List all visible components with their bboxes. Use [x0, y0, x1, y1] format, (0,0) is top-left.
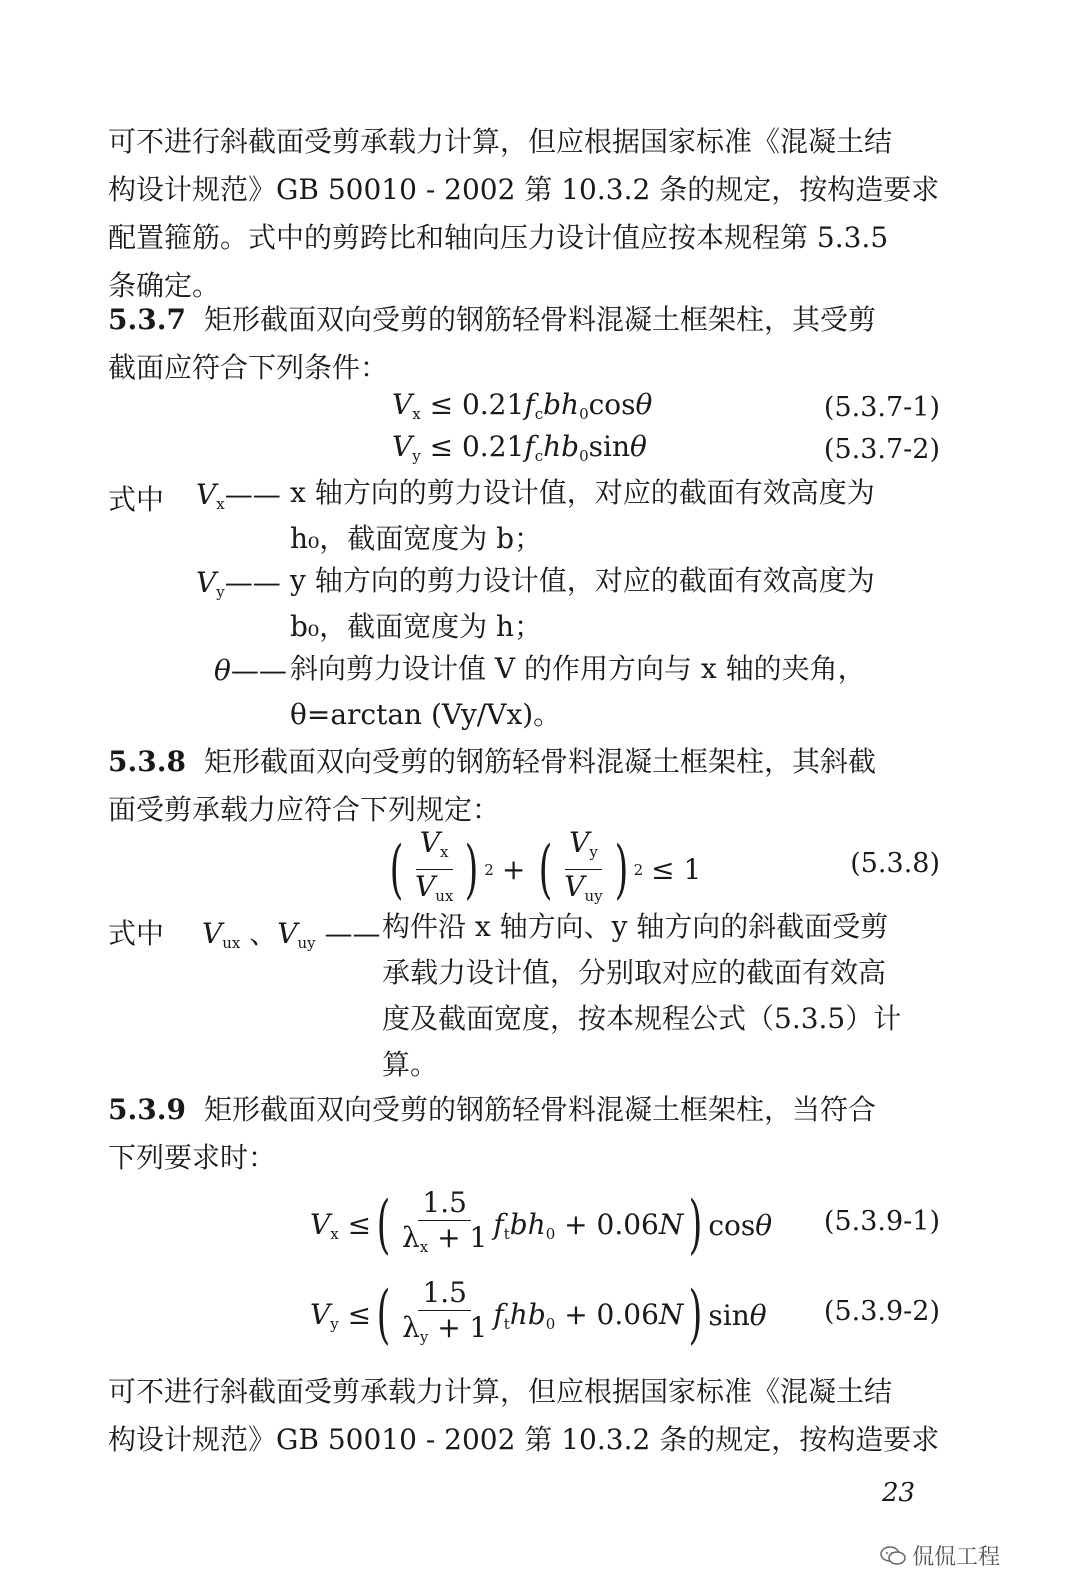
section-text: 矩形截面双向受剪的钢筋轻骨料混凝土框架柱，其受剪	[203, 303, 876, 336]
section-text: 矩形截面双向受剪的钢筋轻骨料混凝土框架柱，当符合	[203, 1093, 876, 1126]
watermark-text: 侃侃工程	[912, 1545, 1001, 1570]
text-line: 可不进行斜截面受剪承载力计算，但应根据国家标准《混凝土结	[108, 125, 893, 158]
symbol-vux-vuy: $V_{ux}$ 、$V_{uy}$ ——	[202, 917, 381, 952]
definition-line: 斜向剪力设计值 V 的作用方向与 x 轴的夹角，	[290, 652, 866, 685]
section-text: 截面应符合下列条件：	[108, 351, 389, 384]
section-text: 矩形截面双向受剪的钢筋轻骨料混凝土框架柱，其斜截	[203, 745, 876, 778]
equation-number: (5.3.7-2)	[823, 434, 940, 465]
section-number: 5.3.7	[108, 303, 186, 336]
where-label: 式中	[108, 483, 165, 516]
section-number: 5.3.8	[108, 745, 186, 778]
equation-number: (5.3.9-1)	[823, 1206, 940, 1237]
definition-line: b₀，截面宽度为 h；	[290, 610, 543, 643]
closing-paragraph	[108, 1368, 940, 1464]
section-5-3-9	[108, 1086, 940, 1182]
text-line: 构设计规范》GB 50010 - 2002 第 10.3.2 条的规定，按构造要求	[108, 1423, 940, 1456]
section-text: 面受剪承载力应符合下列规定：	[108, 793, 501, 826]
intro-paragraph	[108, 118, 940, 310]
equation-5-3-7-1: $V_x \le 0.21f_cbh_0\cos\theta$	[392, 388, 653, 423]
text-line: 可不进行斜截面受剪承载力计算，但应根据国家标准《混凝土结	[108, 1375, 893, 1408]
equation-number: (5.3.9-2)	[823, 1296, 940, 1327]
definition-line: h₀，截面宽度为 b；	[290, 522, 543, 555]
equation-5-3-9-2: $V_y$ ≤ ( $\frac{1.5}{\lambda_y + 1}$ $f_thb_0 + 0.06N$ ) sinθ	[310, 1276, 767, 1352]
symbol-theta: θ——	[214, 654, 287, 687]
definition-line: θ=arctan (Vy/Vx)。	[290, 698, 562, 731]
wechat-icon	[880, 1546, 906, 1566]
section-5-3-8	[108, 738, 940, 834]
definition-line: 度及截面宽度，按本规程公式（5.3.5）计	[382, 1002, 902, 1035]
where-label: 式中	[108, 917, 165, 950]
text-line: 配置箍筋。式中的剪跨比和轴向压力设计值应按本规程第 5.3.5	[108, 221, 889, 254]
text-line: 条确定。	[108, 269, 221, 302]
section-number: 5.3.9	[108, 1093, 186, 1126]
equation-5-3-7-2: $V_y \le 0.21f_chb_0\sin\theta$	[392, 430, 647, 465]
vy-definition	[290, 558, 875, 650]
symbol-vy: $V_y——$	[196, 566, 281, 601]
theta-definition	[290, 646, 866, 738]
vux-vuy-definition	[382, 904, 901, 1088]
vx-definition	[290, 470, 875, 562]
symbol-vx: $V_x——$	[196, 478, 281, 513]
definition-line: x 轴方向的剪力设计值，对应的截面有效高度为	[290, 476, 875, 509]
equation-number: (5.3.7-1)	[823, 392, 940, 423]
watermark	[880, 1540, 1000, 1571]
definition-line: 算。	[382, 1048, 439, 1081]
equation-5-3-9-1: $V_x$ ≤ ( $\frac{1.5}{\lambda_x + 1}$ $f_tbh_0 + 0.06N$ ) cosθ	[310, 1186, 773, 1262]
equation-5-3-8: ( $\frac{V_x}{V_{ux}}$ ) 2 + ( $\frac{V_y}{V_{uy}}$ ) 2 ≤ 1	[389, 826, 702, 907]
section-text: 下列要求时：	[108, 1141, 277, 1174]
page-number: 23	[882, 1478, 916, 1508]
section-5-3-7	[108, 296, 940, 392]
definition-line: 构件沿 x 轴方向、y 轴方向的斜截面受剪	[382, 910, 889, 943]
equation-number: (5.3.8)	[850, 848, 940, 879]
definition-line: y 轴方向的剪力设计值，对应的截面有效高度为	[290, 564, 875, 597]
definition-line: 承载力设计值，分别取对应的截面有效高	[382, 956, 887, 989]
text-line: 构设计规范》GB 50010 - 2002 第 10.3.2 条的规定，按构造要求	[108, 173, 940, 206]
